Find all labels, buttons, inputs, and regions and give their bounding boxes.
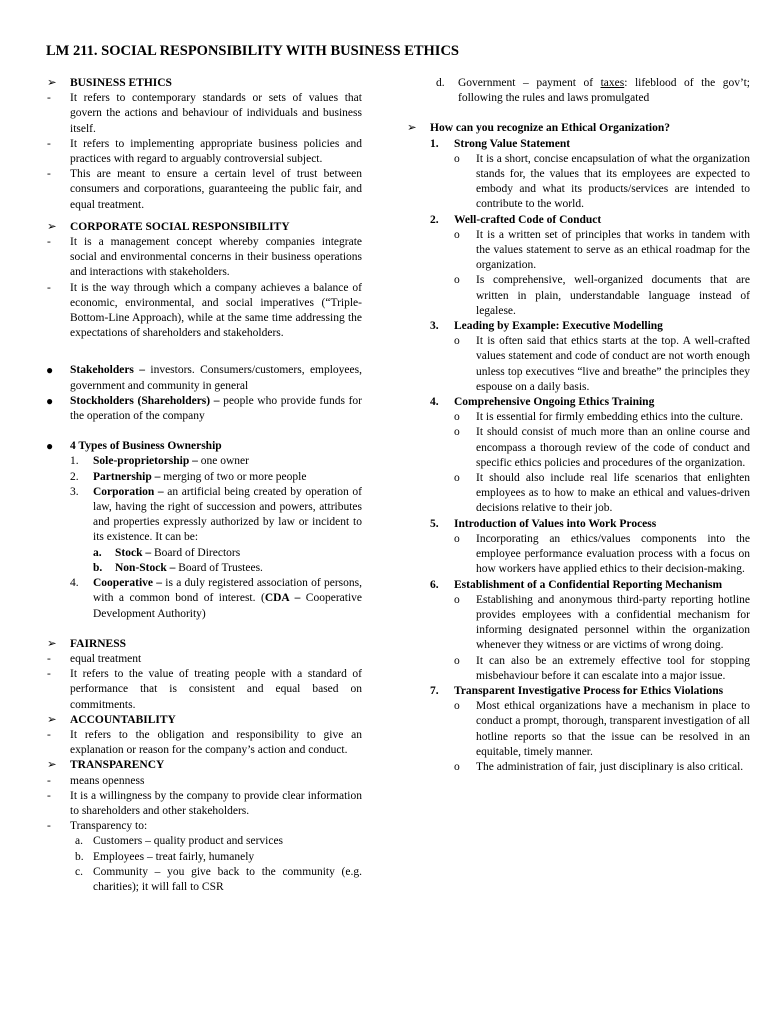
circle-bullet-icon: o (454, 152, 460, 165)
transparency-to-item: b. Employees – treat fairly, humanely (75, 850, 255, 863)
circle-bullet-icon: o (454, 532, 460, 545)
arrow-bullet-icon: ➢ (47, 77, 57, 89)
circle-bullet-icon: o (454, 335, 460, 348)
circle-bullet-icon: o (454, 274, 460, 287)
dash-bullet-icon: - (47, 168, 51, 181)
ownership-item: 3. Corporation – an artificial being created by operation of law, having the right of succession and powers, attributes and properties expressly authorized by law or incident to its existence. It can be: (70, 485, 362, 544)
list-item: o Is comprehensive, well-organized documents that are written in plain, understandable language instead of legalese. (454, 274, 750, 317)
arrow-bullet-icon: ➢ (47, 759, 57, 772)
arrow-bullet-icon: ➢ (407, 122, 417, 135)
transparency-to-item: c. Community – you give back to the community (e.g. charities); it will fall to CSR (75, 865, 362, 893)
corporation-type-item: b. Non-Stock – Board of Trustees. (93, 561, 263, 574)
arrow-bullet-icon: ➢ (47, 713, 57, 726)
dash-bullet-icon: - (47, 774, 51, 787)
list-item: - It is a management concept whereby companies integrate social and environmental concerns in their business operations and interactions with stakeholders. (47, 236, 362, 279)
circle-bullet-icon: o (454, 228, 460, 241)
dot-bullet-icon: ● (46, 439, 54, 454)
list-item: o Incorporating an ethics/values components into the employee performance evaluation process with a focus on how workers have applied ethics to their decision-making. (454, 532, 750, 576)
dash-bullet-icon: - (47, 92, 51, 105)
list-item: - It refers to the value of treating people with a standard of performance that is consistent and equal based on commitments. (47, 668, 362, 711)
list-item: o It is a short, concise encapsulation of what the organization stands for, the values that its employees are expected to embody and what its products/services are intended to contribute to the world. (454, 152, 750, 211)
ownership-item: 2. Partnership – merging of two or more people (70, 470, 307, 483)
list-item: o The administration of fair, just disciplinary is also critical. (404, 760, 750, 775)
transparency-to-item: a. Customers – quality product and services (75, 835, 284, 848)
list-item: o It is essential for firmly embedding ethics into the culture. (404, 410, 750, 425)
section-heading-csr: ➢ CORPORATE SOCIAL RESPONSIBILITY (44, 220, 362, 235)
list-item: - It refers to contemporary standards or sets of values that govern the actions and behaviour of individuals and business itself. (47, 92, 362, 135)
stakeholders-item: ● Stakeholders – investors. Consumers/customers, employees, government and community in general (46, 363, 362, 392)
ethics-section-heading: 5. Introduction of Values into Work Process (430, 517, 657, 530)
ownership-heading: ● 4 Types of Business Ownership (46, 439, 222, 454)
arrow-bullet-icon: ➢ (47, 220, 57, 233)
circle-bullet-icon: o (454, 700, 460, 713)
section-heading-ethical-organization: ➢ How can you recognize an Ethical Organization? (404, 121, 750, 136)
arrow-bullet-icon: ➢ (47, 637, 57, 650)
circle-bullet-icon: o (454, 426, 460, 439)
list-item: o Most ethical organizations have a mechanism in place to conduct a prompt, thorough, transparent investigation of all hotline reports so that the issue can be resolved in an equitable, timely manner. (454, 700, 750, 758)
ethics-section-heading: 7. Transparent Investigative Process for Ethics Violations (430, 684, 724, 697)
dash-bullet-icon: - (47, 281, 51, 294)
right-column (404, 76, 750, 775)
ethics-section-heading: 6. Establishment of a Confidential Reporting Mechanism (430, 578, 723, 591)
section-heading-transparency: ➢ TRANSPARENCY (44, 758, 362, 773)
dash-bullet-icon: - (47, 668, 51, 681)
ethics-section-heading: 4. Comprehensive Ongoing Ethics Training (430, 396, 655, 409)
list-item: - equal treatment (44, 652, 362, 667)
document-title: LM 211. SOCIAL RESPONSIBILITY WITH BUSINESS ETHICS (46, 43, 459, 59)
list-item: o It is often said that ethics starts at the top. A well-crafted values statement and code of conduct are not worth enough unless top executives “live and breathe” the principles they espouse on a daily basis. (454, 335, 750, 393)
list-item: - It is the way through which a company achieves a balance of economic, environmental, and social imperatives (“Triple-Bottom-Line Approach), while at the same time addressing the expectations of shareholders and stakeholders. (47, 281, 362, 340)
list-item: - means openness (44, 774, 362, 789)
dot-bullet-icon: ● (46, 363, 54, 378)
list-item: - It refers to the obligation and responsibility to give an explanation or reason for the company’s action and conduct. (47, 728, 362, 757)
list-item: o It should also include real life scenarios that enlighten employees as to how to make an ethical and values-driven decisions relative to their job. (454, 472, 750, 515)
ownership-item: 1. Sole-proprietorship – one owner (70, 455, 249, 468)
dash-bullet-icon: - (47, 820, 51, 833)
ethics-section-heading: 1. Strong Value Statement (430, 137, 571, 150)
list-item: - This are meant to ensure a certain level of trust between consumers and corporations, guaranteeing the public fair, and equal treatment. (47, 168, 362, 211)
list-item: - Transparency to: (44, 819, 362, 834)
government-item: d. Government – payment of taxes: lifeblood of the gov’t; following the rules and laws promulgated (436, 77, 750, 105)
list-item: o It can also be an extremely effective tool for stopping misbehaviour before it can escalate into a major issue. (454, 654, 750, 682)
stockholders-item: ● Stockholders (Shareholders) – people who provide funds for the operation of the company (46, 393, 362, 423)
corporation-type-item: a. Stock – Board of Directors (93, 546, 241, 559)
list-item: - It refers to implementing appropriate business policies and practices with regard to arguably controversial subject. (47, 137, 362, 166)
dash-bullet-icon: - (47, 652, 51, 665)
ethics-section-heading: 2. Well-crafted Code of Conduct (430, 213, 602, 226)
dot-bullet-icon: ● (46, 393, 54, 408)
circle-bullet-icon: o (454, 472, 460, 485)
circle-bullet-icon: o (454, 593, 460, 606)
section-heading-fairness: ➢ FAIRNESS (44, 637, 362, 652)
dash-bullet-icon: - (47, 236, 51, 249)
dash-bullet-icon: - (47, 137, 51, 150)
section-heading-accountability: ➢ ACCOUNTABILITY (44, 713, 362, 728)
circle-bullet-icon: o (454, 654, 460, 667)
circle-bullet-icon: o (454, 760, 460, 773)
list-item: - It is a willingness by the company to provide clear information to shareholders and other stakeholders. (47, 789, 362, 817)
section-heading-business-ethics: ➢ BUSINESS ETHICS (44, 76, 362, 91)
ethics-section-heading: 3. Leading by Example: Executive Modelling (430, 320, 663, 333)
list-item: o It is a written set of principles that works in tandem with the values statement to serve as an ethical roadmap for the organization. (454, 228, 750, 272)
dash-bullet-icon: - (47, 789, 51, 802)
list-item: o Establishing and anonymous third-party reporting hotline provides employees with a confidential mechanism for informing designated personnel within the organization whenever they witness or are victims of wrong doing. (454, 593, 750, 652)
circle-bullet-icon: o (454, 411, 460, 424)
ownership-item: 4. Cooperative – is a duly registered association of persons, with a common bond of interest. (CDA – Cooperative Development Authority) (70, 577, 363, 620)
dash-bullet-icon: - (47, 728, 51, 741)
list-item: o It should consist of much more than an online course and encompass a thorough review of the code of conduct and specific ethics policies and procedures of the organization. (454, 426, 750, 469)
left-column (44, 76, 362, 895)
